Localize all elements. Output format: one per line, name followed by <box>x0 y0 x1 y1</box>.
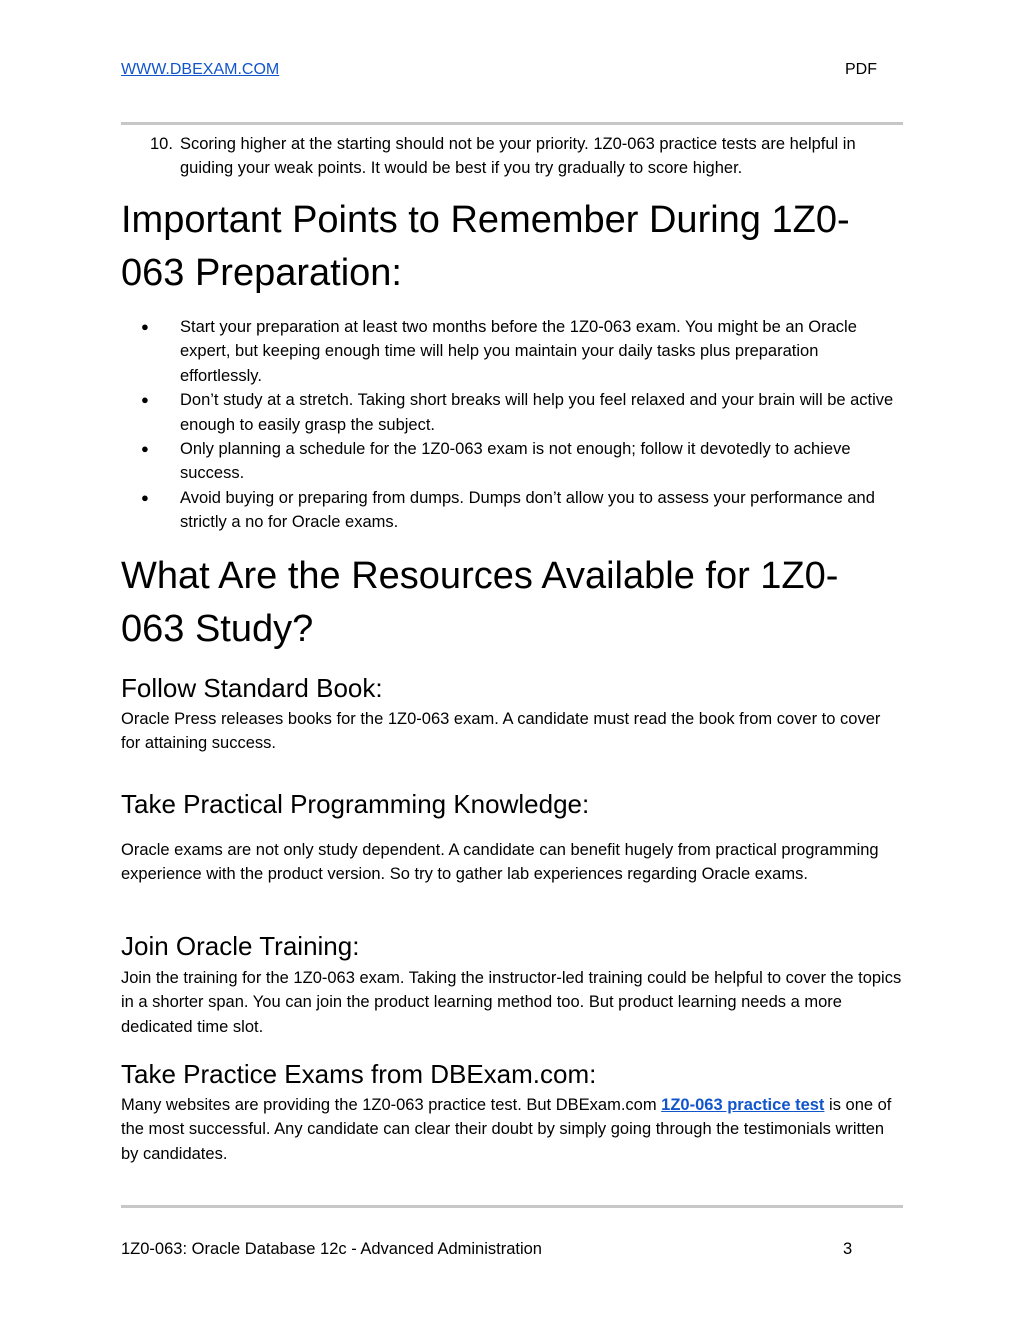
bullet-dot-icon: ● <box>141 489 149 505</box>
bullet-item <box>121 388 903 437</box>
subsection-text-standard-book: Oracle Press releases books for the 1Z0-063 exam. A candidate must read the book from cover to cover for attaining success. <box>121 710 881 753</box>
subsection-title-oracle-training: Join Oracle Training: <box>121 931 360 961</box>
heading-line: 063 Preparation: <box>121 252 402 294</box>
practice-test-link[interactable]: 1Z0-063 practice test <box>661 1096 825 1114</box>
bullet-list <box>121 315 903 535</box>
bullet-item <box>121 315 903 388</box>
pdf-label: PDF <box>845 61 877 78</box>
bullet-dot-icon: ● <box>141 319 149 334</box>
heading-line: Important Points to Remember During 1Z0- <box>121 199 850 241</box>
heading-line: 063 Study? <box>121 608 314 650</box>
bullet-dot-icon: ● <box>141 392 149 408</box>
footer-divider <box>121 1205 903 1208</box>
subsection-text-practical-programming: Oracle exams are not only study dependent. A candidate can benefit hugely from practical programming experience with the product version. So try to gather lab experiences regarding Oracle exams. <box>121 841 879 884</box>
bullet-text: Don’t study at a stretch. Taking short breaks will help you feel relaxed and your brain will be active enough to easily grasp the subject. <box>180 391 894 434</box>
subsection-text-practice-exams <box>121 1093 903 1166</box>
section-heading-resources <box>121 550 903 656</box>
header-divider <box>121 122 903 125</box>
bullet-item <box>121 486 903 535</box>
section-heading-important-points <box>121 194 903 300</box>
bullet-text: Start your preparation at least two months before the 1Z0-063 exam. You might be an Oracle expert, but keeping enough time will help you maintain your daily tasks plus preparation effortlessly. <box>180 318 857 385</box>
subsection-title-practical-programming: Take Practical Programming Knowledge: <box>121 789 590 819</box>
heading-line: What Are the Resources Available for 1Z0- <box>121 555 839 597</box>
subsection-title-practice-exams: Take Practice Exams from DBExam.com: <box>121 1059 597 1089</box>
bullet-item <box>121 437 903 486</box>
page-number: 3 <box>843 1240 853 1258</box>
subsection-text-oracle-training: Join the training for the 1Z0-063 exam. Taking the instructor-led training could be helpful to cover the topics in a shorter span. You can join the product learning method too. But product learning needs a more dedicated time slot. <box>121 969 902 1036</box>
list-item-text: Scoring higher at the starting should not be your priority. 1Z0-063 practice tests are helpful in guiding your weak points. It would be best if you try gradually to score higher. <box>180 135 856 178</box>
bullet-text: Avoid buying or preparing from dumps. Dumps don’t allow you to assess your performance and strictly a no for Oracle exams. <box>180 488 875 532</box>
subsection-title-standard-book: Follow Standard Book: <box>121 673 383 703</box>
bullet-text: Only planning a schedule for the 1Z0-063 exam is not enough; follow it devotedly to achieve success. <box>180 440 851 483</box>
paragraph-text: is one of the most successful. Any candidate can clear their doubt by simply going through the testimonials written by candidates. <box>121 1096 892 1163</box>
list-number: 10. <box>150 135 173 153</box>
bullet-dot-icon: ● <box>141 441 149 457</box>
site-link[interactable]: WWW.DBEXAM.COM <box>121 61 280 78</box>
paragraph-text: Many websites are providing the 1Z0-063 practice test. But DBExam.com <box>121 1096 662 1114</box>
footer-title: 1Z0-063: Oracle Database 12c - Advanced Administration <box>121 1240 542 1258</box>
